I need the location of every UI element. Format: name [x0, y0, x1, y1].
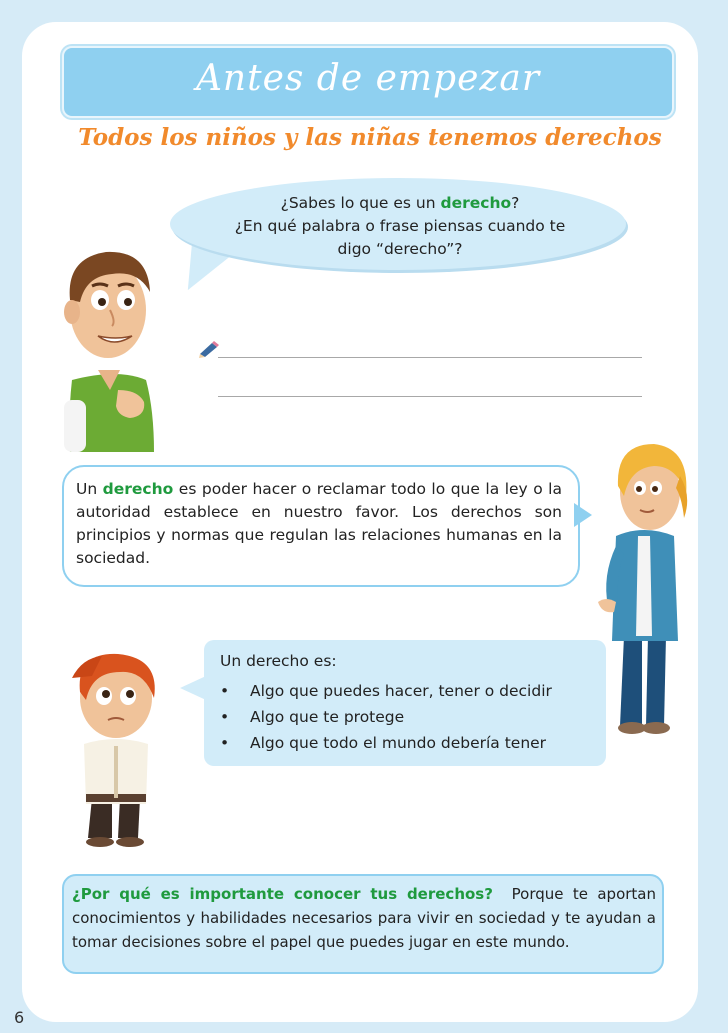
red-haired-boy-character-illustration	[62, 648, 170, 848]
importance-text	[72, 882, 656, 954]
list-item: • Algo que te protege	[220, 704, 552, 730]
list-title: Un derecho es:	[220, 652, 337, 670]
answer-line[interactable]	[218, 396, 642, 397]
question-line-1: ¿Sabes lo que es un derecho?	[280, 194, 520, 212]
page-subtitle: Todos los niños y las niñas tenemos derechos	[78, 124, 662, 151]
question-line-3: digo “derecho”?	[337, 240, 463, 258]
rights-list	[220, 678, 552, 756]
blonde-boy-character-illustration	[594, 436, 694, 736]
list-bubble-tail	[180, 676, 206, 700]
question-line-2: ¿En qué palabra o frase piensas cuando te	[234, 217, 566, 235]
bullet-icon: •	[220, 682, 230, 700]
page-title: Antes de empezar	[195, 58, 541, 99]
question-text	[190, 192, 610, 261]
header-banner	[62, 46, 674, 118]
importance-answer: Porque te aportan conocimientos y habilidades necesarios para vivir en sociedad y te ayudan a tomar decisiones sobre el papel que puedes jugar en este mundo.	[72, 885, 656, 951]
pencil-icon	[198, 340, 220, 358]
importance-question: ¿Por qué es importante conocer tus derechos?	[72, 885, 493, 903]
answer-line[interactable]	[218, 357, 642, 358]
keyword-derecho: derecho	[102, 480, 174, 498]
definition-box-tail	[574, 503, 592, 527]
list-item: • Algo que todo el mundo debería tener	[220, 730, 552, 756]
definition-text: Un derecho es poder hacer o reclamar todo lo que la ley o la autoridad establece en nuestro favor. Los derechos son principios y normas que regulan las relaciones humanas en la sociedad.	[76, 480, 562, 567]
bullet-icon: •	[220, 734, 230, 752]
bullet-icon: •	[220, 708, 230, 726]
list-item: • Algo que puedes hacer, tener o decidir	[220, 678, 552, 704]
page-number: 6	[14, 1008, 25, 1027]
man-character-illustration	[58, 240, 158, 452]
keyword-derecho: derecho	[440, 194, 512, 212]
